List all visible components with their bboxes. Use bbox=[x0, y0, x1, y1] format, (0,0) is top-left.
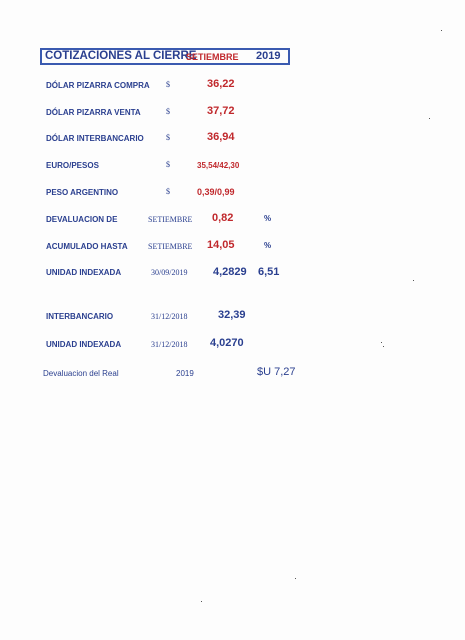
value-interbancario: 32,39 bbox=[218, 309, 246, 321]
unit-percent: % bbox=[264, 241, 272, 250]
period-devaluacion: SETIEMBRE bbox=[148, 215, 193, 224]
row-label-unidad-indexada-ref: UNIDAD INDEXADA bbox=[46, 340, 122, 349]
value-acumulado: 14,05 bbox=[207, 239, 235, 251]
row-label-dolar-interbancario: DÓLAR INTERBANCARIO bbox=[46, 134, 144, 143]
scan-speck bbox=[429, 118, 430, 119]
row-label-devaluacion-real: Devaluacion del Real bbox=[43, 369, 119, 378]
year-devaluacion-real: 2019 bbox=[176, 369, 194, 378]
scan-speck bbox=[295, 578, 296, 579]
row-label-acumulado: ACUMULADO HASTA bbox=[46, 242, 128, 251]
row-label-dolar-venta: DÓLAR PIZARRA VENTA bbox=[46, 108, 141, 117]
scan-speck bbox=[201, 601, 202, 602]
value-euro: 35,54/42,30 bbox=[197, 161, 240, 170]
scan-speck bbox=[381, 342, 382, 343]
currency-symbol: $ bbox=[166, 80, 170, 89]
row-label-dolar-compra: DÓLAR PIZARRA COMPRA bbox=[46, 81, 150, 90]
row-label-devaluacion: DEVALUACION DE bbox=[46, 215, 118, 224]
header-year: 2019 bbox=[256, 50, 281, 62]
period-acumulado: SETIEMBRE bbox=[148, 242, 193, 251]
currency-symbol: $ bbox=[166, 160, 170, 169]
row-label-interbancario: INTERBANCARIO bbox=[46, 312, 114, 321]
scan-speck bbox=[413, 280, 414, 281]
date-interbancario: 31/12/2018 bbox=[151, 312, 188, 321]
value-unidad-indexada-variacion: 6,51 bbox=[258, 266, 280, 278]
value-dolar-venta: 37,72 bbox=[207, 105, 235, 117]
page-title: COTIZACIONES AL CIERRE bbox=[45, 50, 197, 62]
currency-symbol: $ bbox=[166, 107, 170, 116]
scan-speck bbox=[383, 346, 384, 347]
value-devaluacion: 0,82 bbox=[212, 212, 234, 224]
currency-symbol: $ bbox=[166, 133, 170, 142]
row-label-peso-argentino: PESO ARGENTINO bbox=[46, 188, 119, 197]
value-devaluacion-real: $U 7,27 bbox=[257, 366, 296, 378]
value-peso-argentino: 0,39/0,99 bbox=[197, 187, 235, 197]
header-month: SETIEMBRE bbox=[186, 52, 239, 62]
unit-percent: % bbox=[264, 214, 272, 223]
value-unidad-indexada-ref: 4,0270 bbox=[210, 337, 244, 349]
date-unidad-indexada: 30/09/2019 bbox=[151, 268, 188, 277]
value-dolar-compra: 36,22 bbox=[207, 78, 235, 90]
currency-symbol: $ bbox=[166, 187, 170, 196]
scan-speck bbox=[441, 30, 442, 31]
row-label-euro: EURO/PESOS bbox=[46, 161, 99, 170]
date-unidad-indexada-ref: 31/12/2018 bbox=[151, 340, 188, 349]
row-label-unidad-indexada: UNIDAD INDEXADA bbox=[46, 268, 122, 277]
value-unidad-indexada: 4,2829 bbox=[213, 266, 247, 278]
value-dolar-interbancario: 36,94 bbox=[207, 131, 235, 143]
